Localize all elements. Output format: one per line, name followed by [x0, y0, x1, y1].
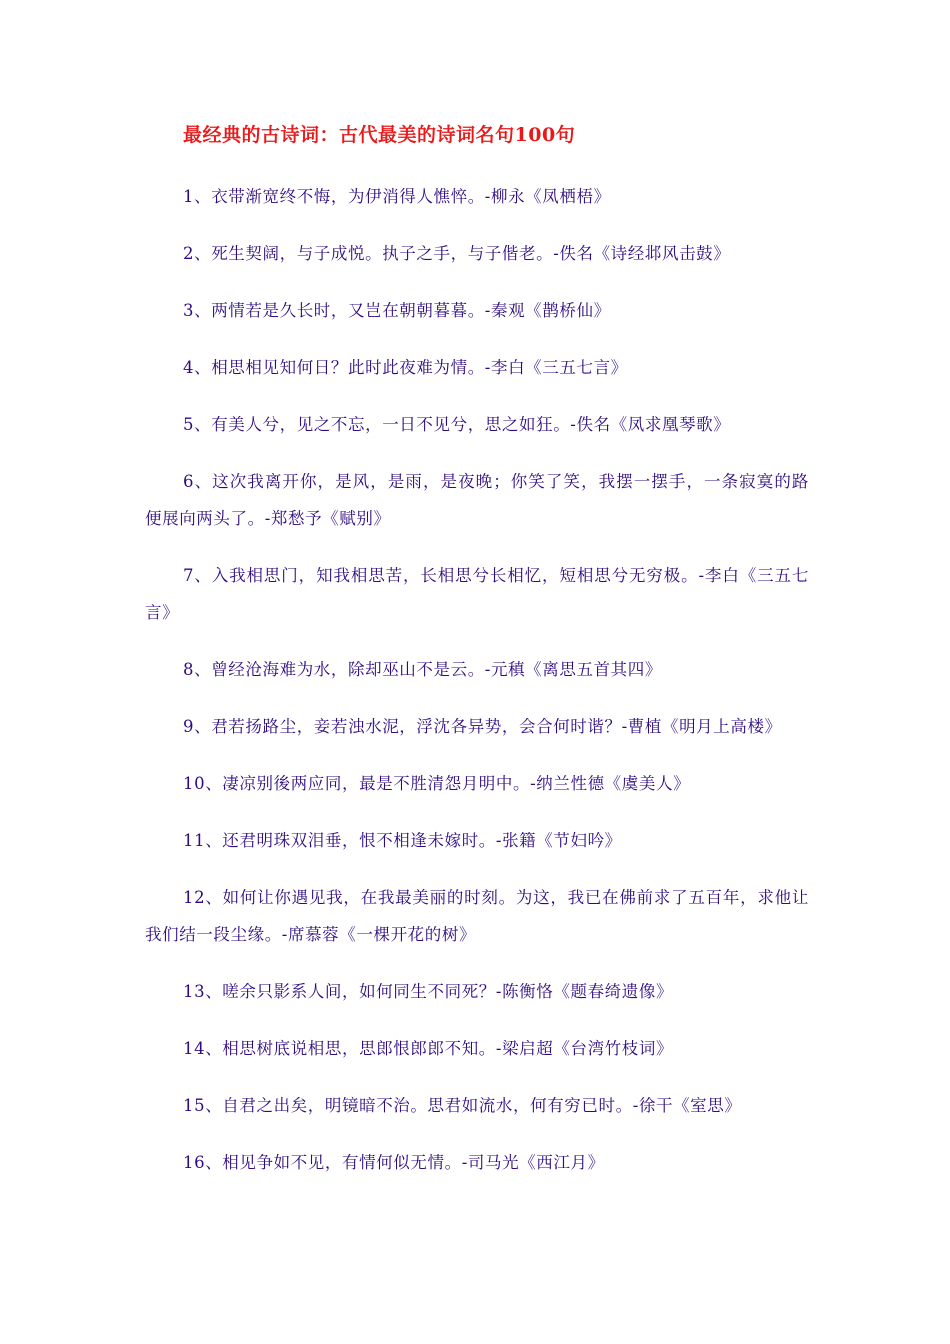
poem-line: 12、如何让你遇见我，在我最美丽的时刻。为这，我已在佛前求了五百年，求他让我们结一段尘缘。-席慕蓉《一棵开花的树》 [145, 888, 809, 944]
poem-line: 14、相思树底说相思，思郎恨郎郎不知。-梁启超《台湾竹枝词》 [183, 1039, 674, 1058]
document-title: 最经典的古诗词：古代最美的诗词名句100句 [183, 124, 576, 146]
poem-line: 1、衣带渐宽终不悔，为伊消得人憔悴。-柳永《凤栖梧》 [183, 187, 611, 206]
poem-line: 9、君若扬路尘，妾若浊水泥，浮沈各异势，会合何时谐？-曹植《明月上高楼》 [183, 717, 782, 736]
poem-line: 3、两情若是久长时，又岂在朝朝暮暮。-秦观《鹊桥仙》 [183, 301, 611, 320]
poem-list [145, 178, 809, 1201]
poem-line: 2、死生契阔，与子成悦。执子之手，与子偕老。-佚名《诗经邶风击鼓》 [183, 244, 731, 263]
poem-line: 11、还君明珠双泪垂，恨不相逢未嫁时。-张籍《节妇吟》 [183, 831, 622, 850]
poem-line: 10、凄凉别後两应同，最是不胜清怨月明中。-纳兰性德《虞美人》 [183, 774, 691, 793]
poem-line: 13、嗟余只影系人间，如何同生不同死？-陈衡恪《题春绮遗像》 [183, 982, 674, 1001]
poem-line: 16、相见争如不见，有情何似无情。-司马光《西江月》 [183, 1153, 605, 1172]
poem-line: 8、曾经沧海难为水，除却巫山不是云。-元稹《离思五首其四》 [183, 660, 662, 679]
poem-line: 6、这次我离开你，是风，是雨，是夜晚；你笑了笑，我摆一摆手，一条寂寞的路便展向两头了。-郑愁予《赋别》 [145, 472, 809, 528]
poem-line: 5、有美人兮，见之不忘，一日不见兮，思之如狂。-佚名《凤求凰琴歌》 [183, 415, 731, 434]
poem-line: 15、自君之出矣，明镜暗不治。思君如流水，何有穷已时。-徐干《室思》 [183, 1096, 742, 1115]
poem-line: 4、相思相见知何日？此时此夜难为情。-李白《三五七言》 [183, 358, 628, 377]
poem-line: 7、入我相思门，知我相思苦，长相思兮长相忆，短相思兮无穷极。-李白《三五七言》 [145, 566, 809, 622]
